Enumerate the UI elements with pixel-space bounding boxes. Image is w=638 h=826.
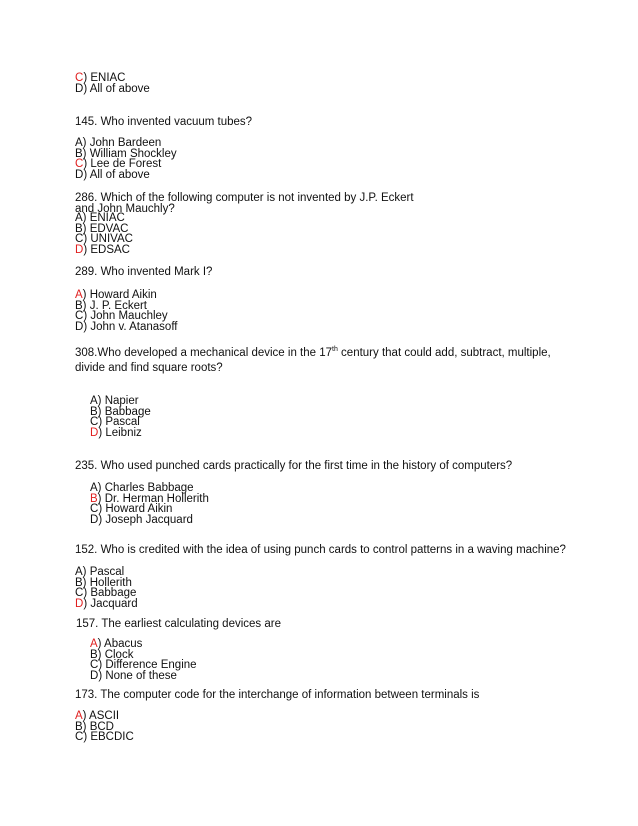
- option-letter: C: [75, 233, 84, 245]
- option-text: ) Pascal: [98, 416, 140, 428]
- option-text: ) Jacquard: [83, 597, 138, 610]
- option-letter: A: [90, 482, 98, 494]
- option-text: ) Abacus: [97, 638, 143, 650]
- question-text: 289. Who invented Mark I?: [75, 266, 213, 278]
- option-text: ) J. P. Eckert: [82, 299, 148, 312]
- question-text: and John Mauchly?: [75, 203, 175, 215]
- option-text: ) John Mauchley: [83, 310, 168, 322]
- option-letter: A: [75, 137, 83, 149]
- option-text: ) All of above: [83, 82, 150, 95]
- question-text: 157. The earliest calculating devices are: [76, 618, 281, 630]
- answer-options: [75, 567, 138, 609]
- option-text: ) Difference Engine: [98, 659, 197, 671]
- option-letter: D: [75, 597, 84, 610]
- option-text: ) All of above: [83, 168, 150, 181]
- option-letter: B: [90, 492, 98, 505]
- option-letter: A: [75, 289, 83, 301]
- option-letter: B: [75, 299, 83, 312]
- question: [75, 545, 566, 556]
- option-text: ) None of these: [98, 669, 177, 682]
- option-letter: D: [90, 669, 99, 682]
- option-letter: A: [75, 710, 83, 722]
- question-text: 173. The computer code for the interchange of information between terminals is: [75, 689, 480, 701]
- option-text: ) EBCDIC: [83, 731, 134, 743]
- option-letter: C: [75, 731, 84, 743]
- option-text: ) Dr. Herman Hollerith: [97, 492, 209, 505]
- answer-option-correct: [75, 599, 138, 610]
- option-letter: D: [75, 320, 84, 333]
- answer-option: [90, 515, 209, 526]
- answer-options: [75, 290, 178, 332]
- question-text-part: 308.Who developed a mechanical device in the 17: [75, 347, 333, 359]
- answer-option: [90, 671, 197, 682]
- option-text: ) Howard Aikin: [82, 289, 157, 301]
- answer-option: [75, 84, 150, 95]
- option-letter: A: [75, 212, 83, 224]
- option-letter: D: [75, 168, 84, 181]
- option-letter: C: [90, 503, 99, 515]
- option-text: ) ENIAC: [83, 72, 126, 84]
- question-text: 235. Who used punched cards practically for the first time in the history of computers?: [75, 460, 513, 472]
- option-text: ) John v. Atanasoff: [83, 320, 178, 333]
- option-letter: D: [90, 426, 99, 439]
- option-letter: D: [75, 243, 84, 256]
- option-text: ) Lee de Forest: [83, 158, 162, 170]
- option-text: ) Pascal: [82, 566, 125, 578]
- answer-options: [75, 73, 150, 94]
- option-letter: D: [90, 513, 99, 526]
- option-text: ) Leibniz: [98, 426, 142, 439]
- option-letter: C: [90, 659, 99, 671]
- question: [75, 117, 252, 128]
- option-letter: B: [75, 222, 83, 235]
- option-letter: C: [90, 416, 99, 428]
- answer-options: [75, 138, 177, 180]
- option-text: ) Napier: [97, 395, 139, 407]
- question: [75, 346, 551, 376]
- option-letter: A: [90, 638, 98, 650]
- option-letter: B: [90, 405, 98, 418]
- option-letter: B: [90, 648, 98, 661]
- option-text: ) Howard Aikin: [98, 503, 173, 515]
- question: [75, 193, 414, 215]
- question: [75, 690, 479, 701]
- option-text: ) UNIVAC: [83, 233, 133, 245]
- option-letter: D: [75, 82, 84, 95]
- option-letter: C: [75, 72, 84, 84]
- answer-options: [75, 213, 133, 255]
- answer-options: [75, 711, 134, 743]
- option-text: ) EDSAC: [83, 243, 130, 256]
- question-text: 152. Who is credited with the idea of using punch cards to control patterns in a waving machine?: [75, 544, 566, 556]
- option-text: ) John Bardeen: [82, 137, 162, 149]
- question-text: 145. Who invented vacuum tubes?: [75, 116, 253, 128]
- question: [75, 267, 212, 278]
- question-text: divide and find square roots?: [75, 362, 223, 374]
- question-text-part: century that could add, subtract, multiple,: [337, 347, 551, 359]
- option-text: ) Babbage: [97, 405, 151, 418]
- question: [75, 461, 512, 472]
- option-letter: C: [75, 587, 84, 599]
- option-text: ) William Shockley: [82, 147, 177, 160]
- option-letter: C: [75, 158, 84, 170]
- option-text: ) Clock: [97, 648, 134, 661]
- option-letter: B: [75, 147, 83, 160]
- option-text: ) ENIAC: [82, 212, 125, 224]
- answer-option: [75, 322, 178, 333]
- option-text: ) EDVAC: [82, 222, 129, 235]
- question: [76, 619, 281, 630]
- answer-options: [90, 639, 197, 681]
- answer-option: [75, 170, 177, 181]
- answer-options: [90, 396, 151, 438]
- option-text: ) ASCII: [82, 710, 120, 722]
- answer-option: [75, 732, 134, 743]
- question-text: [75, 346, 551, 361]
- option-text: ) Babbage: [83, 587, 137, 599]
- option-text: ) Joseph Jacquard: [98, 513, 193, 526]
- option-text: ) Charles Babbage: [97, 482, 194, 494]
- option-letter: B: [75, 720, 83, 733]
- superscript: th: [332, 346, 338, 353]
- option-letter: C: [75, 310, 84, 322]
- question-text: 286. Which of the following computer is not invented by J.P. Eckert: [75, 192, 414, 204]
- option-letter: B: [75, 576, 83, 589]
- answer-options: [90, 483, 209, 525]
- option-text: ) Hollerith: [82, 576, 132, 589]
- answer-option-correct: [90, 428, 151, 439]
- answer-option-correct: [75, 245, 133, 256]
- option-text: ) BCD: [82, 720, 114, 733]
- option-letter: A: [75, 566, 83, 578]
- option-letter: A: [90, 395, 98, 407]
